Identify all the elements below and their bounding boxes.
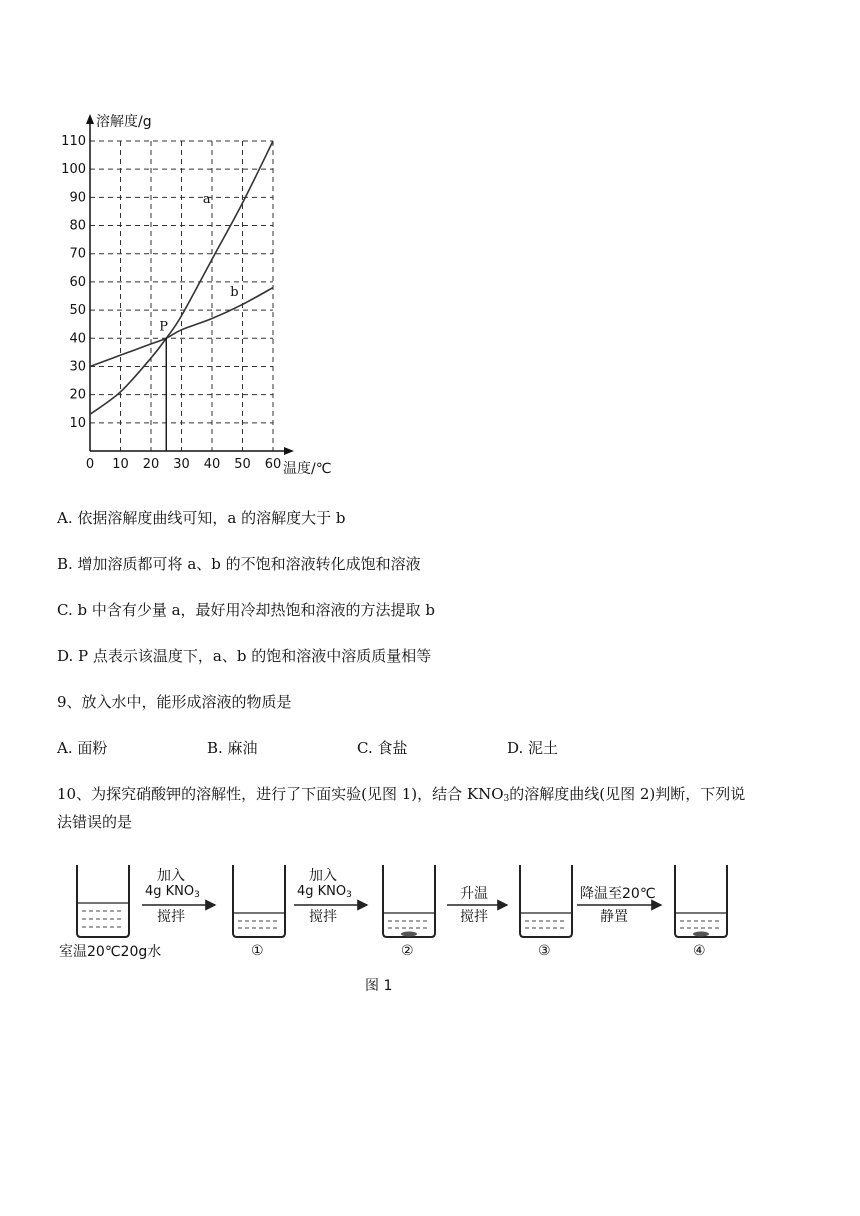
solubility-chart <box>55 108 375 480</box>
q9-stem: 9、放入水中，能形成溶液的物质是 <box>57 693 292 711</box>
y-tick-label: 20 <box>69 387 86 403</box>
arrow3-top: 升温 <box>460 886 488 902</box>
y-axis-label: 溶解度/g <box>96 114 152 130</box>
x-tick-label: 0 <box>85 457 95 472</box>
figure1-caption: 图 1 <box>365 978 393 994</box>
y-tick-label: 50 <box>69 303 86 319</box>
series-label-a: a <box>202 192 211 207</box>
q9-option-d: D. 泥土 <box>507 739 559 757</box>
arrow4-bottom: 静置 <box>600 909 628 925</box>
x-tick-label: 40 <box>203 457 221 472</box>
beaker-label-1: ① <box>251 943 264 959</box>
x-axis-arrow <box>284 447 294 455</box>
x-tick-label: 60 <box>264 457 282 472</box>
y-tick-label: 40 <box>69 331 86 347</box>
beaker-2 <box>383 865 435 937</box>
q9-option-c: C. 食盐 <box>357 739 408 757</box>
y-tick-label: 60 <box>69 274 86 290</box>
arrow2-bottom: 搅拌 <box>309 909 337 925</box>
arrow4-top: 降温至20℃ <box>580 886 656 902</box>
q10-stem-line1 <box>57 784 745 809</box>
y-axis-arrow <box>86 114 94 124</box>
x-tick-label: 20 <box>142 457 160 472</box>
x-tick-label: 30 <box>173 457 190 472</box>
x-tick-label: 10 <box>112 457 129 472</box>
x-tick-label: 50 <box>234 457 251 472</box>
option-a: A. 依据溶解度曲线可知，a 的溶解度大于 b <box>57 509 346 527</box>
y-tick-label: 70 <box>69 246 86 262</box>
arrow1-mid-sub: 3 <box>194 890 200 900</box>
arrow1-top: 加入 <box>157 868 185 884</box>
arrow2-mid <box>297 884 352 900</box>
option-b: B. 增加溶质都可将 a、b 的不饱和溶液转化成饱和溶液 <box>57 555 421 573</box>
solid-residue-2 <box>401 932 417 937</box>
figure1-experiment <box>55 855 775 995</box>
option-d: D. P 点表示该温度下，a、b 的饱和溶液中溶质质量相等 <box>57 647 432 665</box>
q9-option-b: B. 麻油 <box>207 739 258 757</box>
y-tick-label: 100 <box>61 162 86 178</box>
solid-residue-4 <box>693 932 709 937</box>
beaker-4 <box>675 865 727 937</box>
series-line-b <box>90 288 273 367</box>
q10-stem-part1: 10、为探究硝酸钾的溶解性，进行了下面实验(见图 1)，结合 KNO <box>57 785 504 803</box>
arrow3-bottom: 搅拌 <box>460 909 488 925</box>
beaker-3 <box>520 865 572 937</box>
q10-stem-line2: 法错误的是 <box>57 813 133 831</box>
beaker-label-3: ③ <box>538 943 551 959</box>
y-tick-label: 110 <box>61 134 86 149</box>
arrow1-mid <box>145 884 200 900</box>
beaker-label-2: ② <box>401 943 414 959</box>
x-axis-label: 温度/℃ <box>283 461 332 477</box>
y-tick-label: 10 <box>69 415 86 431</box>
q10-stem-sub: 3 <box>503 794 510 804</box>
beaker-1 <box>233 865 285 937</box>
y-tick-label: 90 <box>69 190 86 206</box>
arrow2-mid-sub: 3 <box>346 890 352 900</box>
q10-stem-part2: 的溶解度曲线(见图 2)判断，下列说 <box>509 785 746 803</box>
beaker-start <box>77 865 129 937</box>
q9-option-a: A. 面粉 <box>57 739 108 757</box>
arrow1-mid-text: 4g KNO <box>145 884 195 899</box>
y-tick-label: 30 <box>69 359 86 375</box>
arrow1-bottom: 搅拌 <box>157 909 185 925</box>
point-p-label: P <box>159 319 168 335</box>
solubility-chart-svg <box>55 108 375 480</box>
y-tick-label: 80 <box>69 218 86 234</box>
arrow2-top: 加入 <box>309 868 337 884</box>
beaker-label-4: ④ <box>693 943 706 959</box>
start-label: 室温20℃20g水 <box>59 944 162 960</box>
arrow2-mid-text: 4g KNO <box>297 884 347 899</box>
series-label-b: b <box>230 285 239 300</box>
option-c: C. b 中含有少量 a，最好用冷却热饱和溶液的方法提取 b <box>57 601 435 619</box>
